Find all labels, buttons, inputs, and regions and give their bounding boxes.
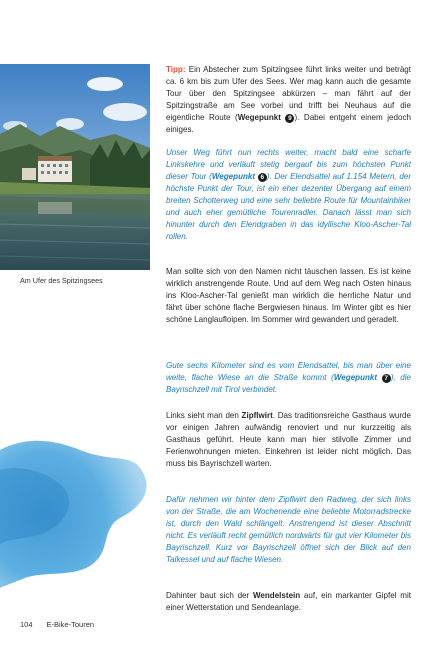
elendsattel-text-1: Unser Weg führt nun rechts weiter, macht bald eine scharfe Linkskehre und verläuft stetig bergauf bis zum höchsten Punkt dieser Tour ( [166,148,411,181]
wendelstein-text-1: Dahinter baut sich der [166,591,253,600]
kloo-ascher-text: Man sollte sich von den Namen nicht täuschen lassen. Es ist keine wirklich anstrengende Route. Und auf dem Weg nach Osten hinaus ins Kloo-Ascher-Tal genießt man wirklich die herrliche Natur und fährt über schöne flache Bergwiesen hinaus. Im Winter gibt es hier schöne Langlaufloipen. Im Sommer wird gewandert und geradelt. [166,267,411,324]
paragraph-wiese [166,360,411,396]
paragraph-elendsattel [166,147,411,243]
paragraph-wendelstein [166,590,411,614]
photo-caption: Am Ufer des Spitzingsees [20,276,103,285]
waypoint-label: Wegepunkt [211,172,256,181]
wendelstein-text-2: auf, ein markanter Gipfel mit einer Wetterstation und Sendeanlage. [166,591,411,612]
zipflwirt-text-1: Links sieht man den [166,411,242,420]
paragraph-zipflwirt [166,410,411,470]
page-number: 104 [20,620,33,629]
watercolor-wash-decoration [0,420,160,590]
tip-text-1: Ein Abstecher zum Spitzingsee führt links weiter und beträgt ca. 6 km bis zum Ufer des Sees. Wer mag kann auch die gesamte Tour über den Spitzingsee abkürzen – man fährt auf der Spitzingstraße am See vorbei und trifft bei Neuhaus auf die eigentliche Route ( [166,65,411,122]
running-title: E-Bike-Touren [46,620,95,629]
waypoint-badge-icon: 6 [258,173,267,182]
tip-label: Tipp: [166,65,186,74]
waypoint-label: Wegepunkt [237,113,281,122]
spitzingsee-photo-illustration [0,64,150,270]
wiese-text-2: ), die Bayrischzell mit Tirol verbindet. [166,373,412,394]
zipflwirt-text-2: . Das traditionsreiche Gasthaus wurde vor einigen Jahren aufwändig renoviert und nur kurzzeitig als Gasthaus geführt. Heute kann man hier stilvolle Zimmer und Ferienwohnungen mieten. Einkehren ist leider nicht möglich. Das muss bis Bayrischzell warten. [166,411,411,468]
wendelstein-bold: Wendelstein [252,591,301,600]
paragraph-kloo-ascher-tal [166,266,411,326]
lake-photo [0,64,150,270]
paragraph-tip [166,64,411,136]
wiese-text-1: Gute sechs Kilometer sind es vom Elendsattel, bis man über eine weite, flache Wiese an die Straße kommt ( [166,361,411,382]
elendsattel-text-2: ). Der Elendsattel auf 1.154 Metern, der höchste Punkt der Tour, ist ein eher dezenter Übergang auf einem breiten Schotterweg und eine sehr beliebte Route für Mountainbiker und auch eher gemütliche Tourenradler. Danach lässt man sich hinunter durch den Elendgraben in das idyllische Kloo-Ascher-Tal rollen. [166,172,411,241]
radweg-text: Dafür nehmen wir hinter dem Zipflwirt den Radweg, der sich links von der Straße, die am Wochenende eine beliebte Motorradstrecke ist, durch den Wald schlängelt. Anstrengend ist dieser Abschnitt nicht. Es verläuft recht gemütlich nordwärts für gut vier Kilometer bis Bayrischzell. Kurz vor Bayrischzell öffnet sich der Blick auf den Talkessel und auf flache Wiesen. [166,495,411,564]
waypoint-badge-icon: 7 [382,374,391,383]
zipflwirt-bold: Zipflwirt [241,411,273,420]
waypoint-label: Wegepunkt [333,373,378,382]
paragraph-radweg [166,494,411,566]
waypoint-badge-icon: 9 [285,114,294,123]
page-footer [20,620,94,629]
tip-text-2: ). Dabei entgeht einem jedoch einiges. [166,113,411,134]
